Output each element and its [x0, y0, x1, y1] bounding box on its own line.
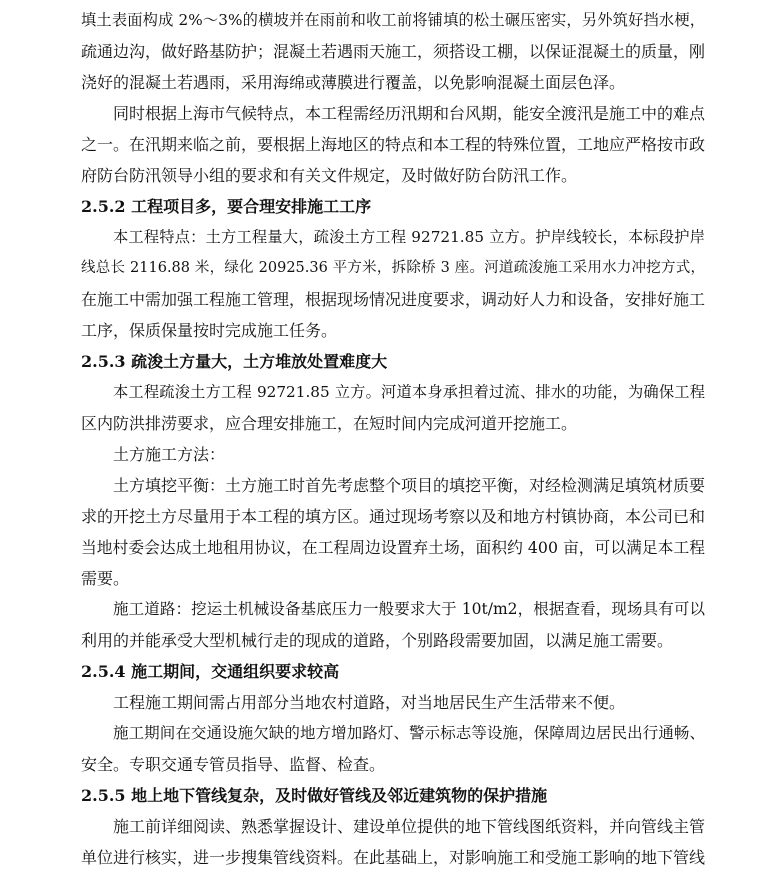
text-line: 单位进行核实，进一步搜集管线资料。在此基础上，对影响施工和受施工影响的地下管线 [81, 848, 706, 867]
text-line: 施工前详细阅读、熟悉掌握设计、建设单位提供的地下管线图纸资料，并向管线主管 [113, 817, 706, 836]
text-line: 浇好的混凝土若遇雨，采用海绵或薄膜进行覆盖，以免影响混凝土面层色泽。 [81, 73, 626, 92]
text-line: 求的开挖土方尽量用于本工程的填方区。通过现场考察以及和地方村镇协商，本公司已和 [81, 507, 706, 526]
text-line: 土方施工方法： [113, 445, 226, 464]
text-line: 工序，保质保量按时完成施工任务。 [81, 321, 338, 340]
text-line: 疏通边沟，做好路基防护；混凝土若遇雨天施工，须搭设工棚，以保证混凝土的质量，刚 [81, 42, 706, 61]
text-line: 工程施工期间需占用部分当地农村道路，对当地居民生产生活带来不便。 [113, 693, 626, 712]
text-line: 施工期间在交通设施欠缺的地方增加路灯、警示标志等设施，保障周边居民出行通畅、 [113, 724, 705, 742]
section-heading: 2.5.4 施工期间，交通组织要求较高 [81, 662, 340, 681]
text-line: 利用的并能承受大型机械行走的现成的道路，个别路段需要加固，以满足施工需要。 [81, 631, 674, 650]
text-line: 府防台防汛领导小组的要求和有关文件规定，及时做好防台防汛工作。 [81, 166, 578, 185]
text-line: 区内防洪排涝要求，应合理安排施工，在短时间内完成河道开挖施工。 [81, 414, 578, 433]
text-line: 本工程特点：土方工程量大，疏浚土方工程 92721.85 立方。护岸线较长，本标段护岸 [113, 228, 705, 246]
text-line: 施工道路：挖运土机械设备基底压力一般要求大于 10t/m2，根据查看，现场具有可以 [113, 600, 705, 618]
text-line: 在施工中需加强工程施工管理，根据现场情况进度要求，调动好人力和设备，安排好施工 [81, 290, 706, 309]
text-line: 之一。在汛期来临之前，要根据上海地区的特点和本工程的特殊位置，工地应严格按市政 [81, 135, 706, 154]
text-line: 线总长 2116.88 米，绿化 20925.36 平方米，拆除桥 3 座。河道疏浚施工采用水力冲挖方式， [81, 260, 705, 276]
text-line: 本工程疏浚土方工程 92721.85 立方。河道本身承担着过流、排水的功能，为确保工程 [113, 383, 705, 401]
section-heading: 2.5.5 地上地下管线复杂，及时做好管线及邻近建筑物的保护措施 [81, 786, 548, 805]
text-line: 需要。 [81, 569, 130, 588]
text-line: 填土表面构成 2%～3%的横坡并在雨前和收工前将铺填的松土碾压密实，另外筑好挡水梗， [81, 11, 705, 29]
text-line: 同时根据上海市气候特点，本工程需经历汛期和台风期，能安全渡汛是施工中的难点 [113, 104, 706, 123]
section-heading: 2.5.3 疏浚土方量大，土方堆放处置难度大 [81, 352, 388, 371]
text-line: 当地村委会达成土地租用协议，在工程周边设置弃土场，面积约 400 亩，可以满足本工程 [81, 538, 705, 557]
text-line: 土方填挖平衡：土方施工时首先考虑整个项目的填挖平衡，对经检测满足填筑材质要 [113, 476, 706, 495]
section-heading: 2.5.2 工程项目多，要合理安排施工工序 [81, 197, 372, 216]
text-line: 安全。专职交通专管员指导、监督、检查。 [81, 755, 386, 774]
